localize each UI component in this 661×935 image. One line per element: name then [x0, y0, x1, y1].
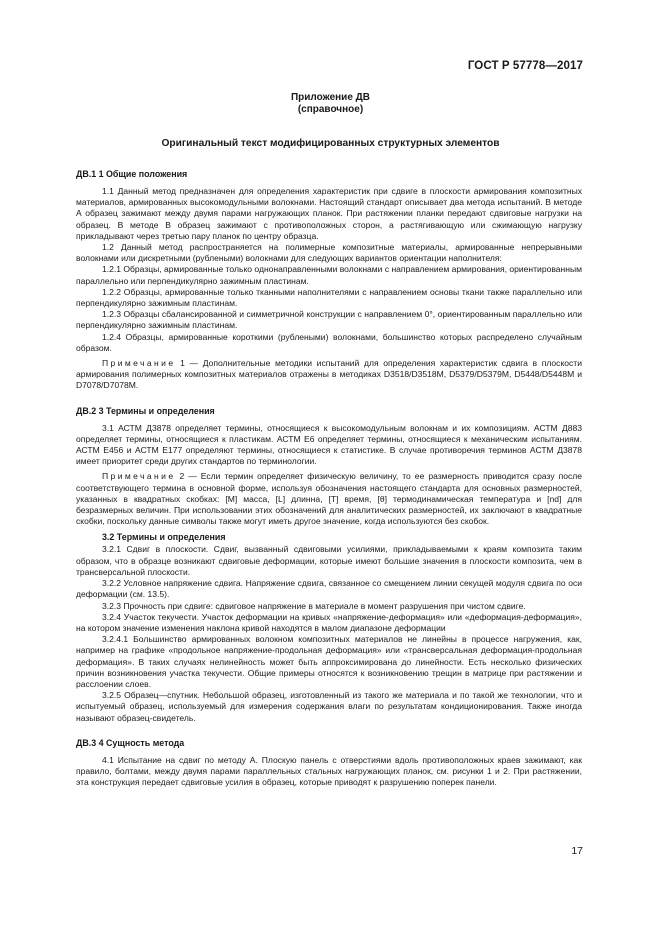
section-heading: ДВ.2 3 Термины и определения — [76, 405, 215, 416]
note-prefix: Примечание — [102, 358, 176, 369]
document-body — [76, 168, 582, 788]
section-heading: ДВ.1 1 Общие положения — [76, 169, 188, 179]
standard-code: ГОСТ Р 57778—2017 — [467, 60, 583, 72]
paragraph: 1.1 Данный метод предназначен для определения характеристик при сдвиге в плоскости армирования композитных материалов, армированных высокомодульными волокнами. Настоящий стандарт описывает два метода испытаний. В методе А образец зажимают между двумя парами нагружающих планок. При растяжении планки передают сдвиговые нагрузки на образец. В методе В образец зажимают с противоположных сторон, а растягивающую или сжимающую нагрузку прикладывают через третью пару планок по центру образца. — [76, 186, 582, 241]
note-paragraph — [76, 471, 582, 527]
paragraph: 3.2.1 Сдвиг в плоскости. Сдвиг, вызванный сдвиговыми усилиями, прикладываемыми к краям композита таким образом, что в образце возникают сдвиговые деформации, которые имеют большие значения в плоскости композита, чем в трансверсальной плоскости. — [76, 544, 582, 577]
document-title: Оригинальный текст модифицированных структурных элементов — [161, 138, 500, 149]
appendix-subtitle: (справочное) — [297, 104, 364, 115]
note-text: 1 — Дополнительные методики испытаний для определения характеристик сдвига в плоскости армирования полимерных композитных материалов отражены в методиках D3518/D3518M, D5379/D5379M, D5448/D5448M и D7078/D7078M. — [76, 358, 582, 391]
paragraph: 3.2.3 Прочность при сдвиге: сдвиговое напряжение в материале в момент разрушения при чистом сдвиге. — [102, 600, 526, 611]
paragraph: 1.2.2 Образцы, армированные только тканными наполнителями с направлением основы ткани также параллельно или перпендикулярно зажимным пластинам. — [76, 286, 582, 309]
note-paragraph — [76, 358, 582, 392]
paragraph: 1.2.1 Образцы, армированные только однонаправленными волокнами с направлением армирования, ориентированным параллельно или перпендикулярно зажимным пластинам. — [76, 264, 582, 286]
paragraph: 3.2.2 Условное напряжение сдвига. Напряжение сдвига, связанное со смещением линии секущей модуля сдвига по оси деформации (см. 13.5). — [76, 578, 582, 600]
note-text: 2 — Если термин определяет физическую величину, то ее размерность приводится сразу после соответствующего термина в основной форме, используя обозначения настоящего стандарта для основных размерностей, указанных в квадратных скобках: [M] масса, [L] длинна, [T] время, [θ] термодинамическая температура и [nd] для безразмерных величин. При использовании этих обозначений для аналитических размерностей, их заключают в квадратные скобки, поскольку данные символы также могут иметь другое значение, когда используются без скобок. — [76, 471, 582, 527]
paragraph: 1.2.4 Образцы, армированные короткими (рублеными) волокнами, большинство которых распределено случайным образом. — [76, 331, 582, 353]
paragraph: 1.2 Данный метод распространяется на полимерные композитные материалы, армированные непрерывными волокнами или дискретными (рублеными) волокнами для следующих вариантов ориентации наполнителя: — [76, 242, 582, 264]
paragraph: 3.1 АСТМ Д3878 определяет термины, относящиеся к высокомодульным волокнам и их композициям. АСТМ Д883 определяет термины, относящиеся к пластикам. АСТМ Е6 определяет термины, относящиеся к механическим испытаниям. АСТМ Е456 и АСТМ Е177 определяют термины, относящиеся к статистике. В случае противоречия терминов АСТМ Д3878 имеет приоритет среди других стандартов по терминологии. — [76, 422, 582, 467]
section-heading: ДВ.3 4 Сущность метода — [76, 737, 185, 748]
page-number: 17 — [571, 845, 583, 857]
paragraph: 3.2.4.1 Большинство армированных волокном композитных материалов не линейны в процессе нагружения, как, например на графике «продольное напряжение-продольная деформация» или «трансверсальная деформация-продольная деформация». В таких случаях нелинейность может быть аппроксимирована до линейности. Есть несколько физических причин возникновения участка текучести. Общие примеры относятся к возникновению трещин в матрице при растяжении и расслоении слоев. — [76, 634, 582, 689]
paragraph: 4.1 Испытание на сдвиг по методу А. Плоскую панель с отверстиями вдоль противоположных краев зажимают, как правило, болтами, между двумя парами параллельных стальных нагружающих планок, см. рисунки 1 и 2. При растяжении, эта конструкция передает сдвиговые усилия в образец, которые приводят к разрушению поперек панели. — [76, 754, 582, 788]
appendix-heading — [0, 92, 661, 116]
paragraph: 3.2.4 Участок текучести. Участок деформации на кривых «напряжение-деформация» или «деформация-деформация», на котором значение изменения наклона кривой находятся в малом диапазоне деформации — [76, 611, 582, 633]
appendix-title: Приложение ДВ — [290, 92, 371, 103]
note-prefix: Примечание — [102, 471, 176, 482]
paragraph: 1.2.3 Образцы сбалансированной и симметричной конструкции с направлением 0°, ориентированным параллельно или перпендикулярно зажимным пластинам. — [76, 309, 582, 331]
paragraph: 3.2.5 Образец—спутник. Небольшой образец, изготовленный из такого же материала и по такой же технологии, что и испытуемый образец, используемый для измерения содержания влаги по результатам кондиционирования. Также иногда называют образец-свидетель. — [76, 690, 582, 723]
subsection-heading: 3.2 Термины и определения — [102, 532, 226, 543]
